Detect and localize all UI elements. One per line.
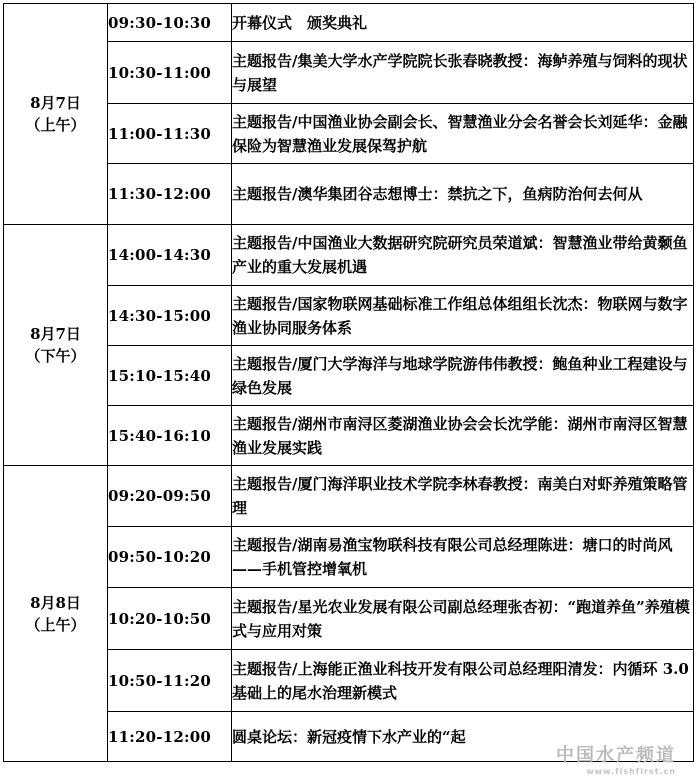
time-cell: 11:00-11:30 xyxy=(108,104,232,164)
topic-cell: 主题报告/星光农业发展有限公司副总经理张杏初：“跑道养鱼”养殖模式与应用对策 xyxy=(232,588,694,650)
session-date: 8月8日 xyxy=(30,593,81,612)
topic-cell: 主题报告/湖州市南浔区菱湖渔业协会会长沈学能：湖州市南浔区智慧渔业发展实践 xyxy=(232,406,694,466)
topic-cell: 主题报告/上海能正渔业科技开发有限公司总经理阳清发：内循环 3.0 基础上的尾水治理新模式 xyxy=(232,650,694,712)
topic-cell: 主题报告/中国渔业大数据研究院研究员荣道斌：智慧渔业带给黄颡鱼产业的重大发展机遇 xyxy=(232,225,694,286)
topic-cell: 主题报告/湖南易渔宝物联科技有限公司总经理陈进：塘口的时尚风——手机管控增氧机 xyxy=(232,527,694,588)
table-row xyxy=(4,104,694,164)
session-date: 8月7日 xyxy=(30,325,81,343)
session-cell xyxy=(4,225,108,466)
watermark-logo xyxy=(556,741,676,776)
topic-cell: 主题报告/中国渔业协会副会长、智慧渔业分会名誉会长刘延华：金融保险为智慧渔业发展保驾护航 xyxy=(232,104,694,164)
table-row xyxy=(4,466,694,527)
time-cell: 11:20-12:00 xyxy=(108,712,232,762)
table-row xyxy=(4,164,694,225)
schedule-table xyxy=(3,3,694,762)
time-cell: 14:30-15:00 xyxy=(108,286,232,346)
time-cell: 15:10-15:40 xyxy=(108,346,232,406)
time-cell: 09:30-10:30 xyxy=(108,4,232,42)
table-row xyxy=(4,225,694,286)
time-cell: 11:30-12:00 xyxy=(108,164,232,225)
watermark-name: 中国水产频道 xyxy=(556,745,676,766)
session-date: 8月7日 xyxy=(30,94,81,112)
topic-cell: 主题报告/厦门海洋职业技术学院李林春教授：南美白对虾养殖策略管理 xyxy=(232,466,694,527)
time-cell: 09:20-09:50 xyxy=(108,466,232,527)
session-cell xyxy=(4,4,108,225)
table-row xyxy=(4,4,694,42)
topic-cell: 开幕仪式 颁奖典礼 xyxy=(232,4,694,42)
time-cell: 10:50-11:20 xyxy=(108,650,232,712)
topic-cell: 主题报告/集美大学水产学院院长张春晓教授：海鲈养殖与饲料的现状与展望 xyxy=(232,42,694,104)
table-row xyxy=(4,406,694,466)
table-row xyxy=(4,42,694,104)
topic-cell: 圆桌论坛：新冠疫情下水产业的“起 xyxy=(232,712,694,762)
table-row xyxy=(4,346,694,406)
topic-cell: 主题报告/国家物联网基础标准工作组总体组组长沈杰：物联网与数字渔业协同服务体系 xyxy=(232,286,694,346)
table-row xyxy=(4,588,694,650)
session-period: （下午） xyxy=(25,347,86,365)
table-row xyxy=(4,650,694,712)
topic-cell: 主题报告/澳华集团谷志想博士：禁抗之下，鱼病防治何去何从 xyxy=(232,164,694,225)
time-cell: 10:30-11:00 xyxy=(108,42,232,104)
table-row xyxy=(4,286,694,346)
topic-cell: 主题报告/厦门大学海洋与地球学院游伟伟教授：鲍鱼种业工程建设与绿色发展 xyxy=(232,346,694,406)
time-cell: 14:00-14:30 xyxy=(108,225,232,286)
table-row xyxy=(4,527,694,588)
session-cell xyxy=(4,466,108,762)
time-cell: 09:50-10:20 xyxy=(108,527,232,588)
watermark-url: www.fishfirst.cn xyxy=(586,767,676,776)
session-period: （上午） xyxy=(25,116,86,134)
time-cell: 15:40-16:10 xyxy=(108,406,232,466)
time-cell: 10:20-10:50 xyxy=(108,588,232,650)
session-period: （上午） xyxy=(25,615,86,634)
